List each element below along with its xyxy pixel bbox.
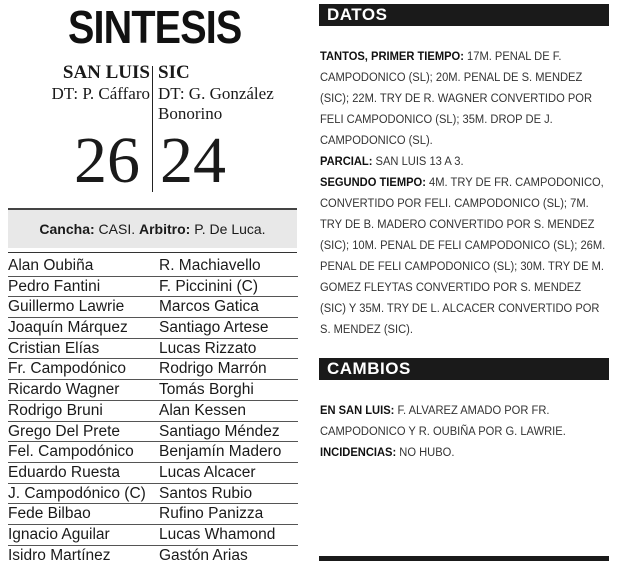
away-player: F. Piccinini (C): [159, 277, 259, 295]
away-player: Benjamín Madero: [159, 443, 282, 461]
parcial-text: SAN LUIS 13 A 3.: [372, 154, 464, 168]
table-row: [8, 484, 298, 505]
arbitro-label: Arbitro:: [139, 221, 191, 237]
lineups-table: [8, 256, 298, 566]
tantos-label: TANTOS, PRIMER TIEMPO:: [320, 49, 464, 63]
cancha-label: Cancha:: [39, 221, 95, 237]
away-team-name: SIC: [158, 62, 190, 83]
home-team-name: SAN LUIS: [62, 62, 150, 83]
away-player: Lucas Whamond: [159, 525, 276, 543]
table-row: [8, 422, 298, 443]
table-row: [8, 318, 298, 339]
cambios-body: [320, 400, 610, 463]
datos-header-bar: [319, 4, 609, 26]
home-team-coach: DT: P. Cáffaro: [51, 84, 150, 103]
table-row: [8, 297, 298, 318]
score-divider: [152, 66, 153, 192]
table-row: [8, 442, 298, 463]
away-score: 24: [160, 124, 226, 197]
away-player: Gastón Arias: [159, 546, 248, 564]
away-player: Santiago Artese: [159, 319, 269, 337]
home-player: Ignacio Aguilar: [8, 525, 110, 543]
parcial-label: PARCIAL:: [320, 154, 373, 168]
table-row: [8, 380, 298, 401]
table-row: [8, 277, 298, 298]
table-row: [8, 546, 298, 567]
home-team: [0, 62, 150, 104]
table-row: [8, 504, 298, 525]
home-player: Joaquín Márquez: [8, 319, 128, 337]
home-player: Rodrigo Bruni: [8, 401, 103, 419]
home-score: 26: [74, 124, 140, 197]
home-player: Fel. Campodónico: [8, 443, 134, 461]
away-player: Rodrigo Marrón: [159, 360, 267, 378]
segundo-text: 4M. TRY DE FR. CAMPODONICO, CONVERTIDO POR FELI. CAMPODONICO (SL); 7M. TRY DE B. MADERO CONVERTIDO POR S. MENDEZ (SIC); 10M. PENAL DE FELI CAMPODONICO (SL); 26M. PENAL DE FELI CAMPODONICO (SL); 30M. TRY DE M. GOMEZ FLEYTAS CONVERTIDO POR S. MENDEZ (SIC) Y 35M. TRY DE L. ALCACER CONVERTIDO POR S. MENDEZ (SIC).: [320, 175, 606, 336]
venue-info: [8, 208, 297, 248]
datos-body: [320, 46, 610, 340]
home-player: J. Campodónico (C): [8, 484, 146, 502]
home-player: Eduardo Ruesta: [8, 463, 121, 481]
away-player: Rufino Panizza: [159, 505, 264, 523]
home-player: Fede Bilbao: [8, 505, 91, 523]
sanluis-changes-text: F. ALVAREZ AMADO POR FR. CAMPODONICO Y R. OUBIÑA POR G. LAWRIE.: [320, 403, 566, 438]
arbitro-value: P. De Luca.: [190, 221, 266, 237]
incidencias-label: INCIDENCIAS:: [320, 445, 397, 459]
away-player: Santiago Méndez: [159, 422, 280, 440]
table-row: [8, 256, 298, 277]
away-player: R. Machiavello: [159, 257, 261, 274]
scoreboard: [0, 62, 300, 212]
bottom-rule: [319, 556, 609, 561]
sanluis-changes-label: EN SAN LUIS:: [320, 403, 395, 417]
cambios-header: CAMBIOS: [327, 359, 411, 378]
home-player: Ricardo Wagner: [8, 381, 120, 399]
home-player: Fr. Campodónico: [8, 360, 127, 378]
home-player: Isidro Martínez: [8, 546, 111, 564]
away-player: Tomás Borghi: [159, 381, 254, 399]
table-row: [8, 339, 298, 360]
away-team-coach-line2: Bonorino: [158, 104, 223, 123]
page-title: SINTESIS: [68, 1, 242, 53]
away-player: Lucas Rizzato: [159, 339, 257, 357]
away-player: Marcos Gatica: [159, 298, 259, 316]
home-player: Alan Oubiña: [8, 257, 94, 274]
away-player: Santos Rubio: [159, 484, 253, 502]
table-row: [8, 463, 298, 484]
away-player: Alan Kessen: [159, 401, 247, 419]
table-row: [8, 401, 298, 422]
tantos-text: 17M. PENAL DE F. CAMPODONICO (SL); 20M. PENAL DE S. MENDEZ (SIC); 22M. TRY DE R. WAGNER CONVERTIDO POR FELI CAMPODONICO (SL); 35M. DROP DE J. CAMPODONICO (SL).: [320, 49, 593, 147]
away-player: Lucas Alcacer: [159, 463, 256, 481]
datos-header: DATOS: [327, 5, 388, 24]
cambios-header-bar: [319, 358, 609, 380]
home-player: Guillermo Lawrie: [8, 298, 125, 316]
away-team-coach-line1: DT: G. González: [158, 84, 274, 103]
segundo-label: SEGUNDO TIEMPO:: [320, 175, 426, 189]
divider: [8, 252, 297, 253]
incidencias-text: NO HUBO.: [396, 445, 455, 459]
table-row: [8, 525, 298, 546]
table-row: [8, 359, 298, 380]
home-player: Grego Del Prete: [8, 422, 120, 440]
home-player: Pedro Fantini: [8, 277, 101, 295]
home-player: Cristian Elías: [8, 339, 100, 357]
away-team: [158, 62, 298, 124]
cancha-value: CASI.: [94, 221, 139, 237]
